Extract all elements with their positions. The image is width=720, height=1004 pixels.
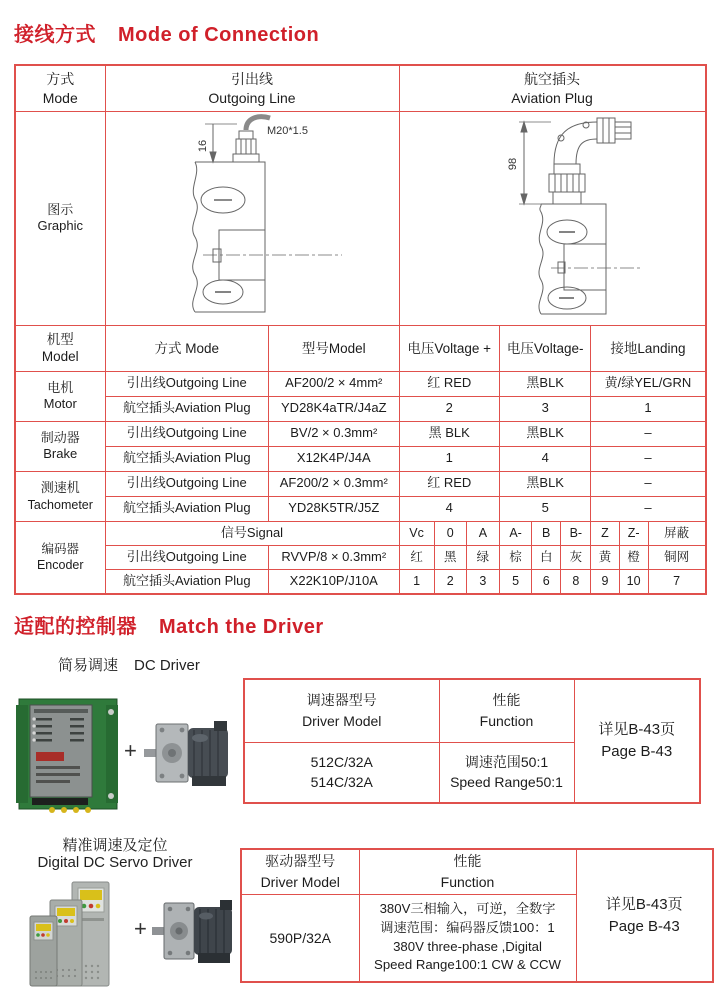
aviation-plug-drawing xyxy=(401,112,704,320)
plus-sign-servo: + xyxy=(134,916,147,941)
pin-number-cell: 6 xyxy=(532,569,561,594)
section-title-connection-en: Mode of Connection xyxy=(118,24,320,46)
dc-motor-photo xyxy=(140,718,238,792)
outgoing-line-drawing xyxy=(107,112,398,320)
table-cell: YD28K4aTR/J4aZ xyxy=(269,396,399,421)
group-encoder: 编码器 Encoder xyxy=(15,521,105,594)
dc-function-cell: 调速范围50:1 Speed Range50:1 xyxy=(439,742,574,803)
mhead-mode: 方式 Mode xyxy=(105,325,269,371)
servo-driver-table xyxy=(240,848,714,983)
pin-number-cell: 7 xyxy=(648,569,705,594)
section-title-driver xyxy=(14,610,324,639)
section-title-connection-zh: 接线方式 xyxy=(14,24,96,46)
table-cell: 黑BLK xyxy=(499,371,590,396)
table-cell: – xyxy=(591,471,706,496)
table-cell: 3 xyxy=(499,396,590,421)
pin-number-cell: 8 xyxy=(561,569,591,594)
table-cell: 航空插头Aviation Plug xyxy=(105,496,269,521)
section-title-connection xyxy=(14,18,319,47)
header-mode xyxy=(15,65,105,112)
servo-model-cell: 590P/32A xyxy=(241,894,359,982)
mhead-landing: 接地Landing xyxy=(591,325,706,371)
mhead-voltage-plus: 电压Voltage + xyxy=(399,325,499,371)
signal-cell: A- xyxy=(499,521,531,545)
header-mode-zh: 方式 xyxy=(46,71,75,88)
servo-header-model: 驱动器型号 Driver Model xyxy=(241,849,359,894)
table-cell: YD28K5TR/J5Z xyxy=(269,496,399,521)
wire-color-cell: 棕 xyxy=(499,545,531,569)
header-outgoing-zh: 引出线 xyxy=(231,71,273,88)
table-cell: 引出线Outgoing Line xyxy=(105,371,269,396)
signal-cell: B- xyxy=(561,521,591,545)
table-cell: AF200/2 × 4mm² xyxy=(269,371,399,396)
table-cell: 引出线Outgoing Line xyxy=(105,421,269,446)
pin-number-cell: 9 xyxy=(591,569,619,594)
thread-label: M20*1.5 xyxy=(266,125,308,137)
servo-drives-photo xyxy=(26,880,128,990)
servo-motor-photo xyxy=(150,898,242,968)
table-cell: X12K4P/J4A xyxy=(269,446,399,471)
group-brake: 制动器 Brake xyxy=(15,421,105,471)
graphic-aviation-cell xyxy=(399,112,706,326)
pin-number-cell: 5 xyxy=(499,569,531,594)
table-cell: 引出线Outgoing Line xyxy=(105,545,269,569)
table-cell: 航空插头Aviation Plug xyxy=(105,396,269,421)
table-cell: AF200/2 × 0.3mm² xyxy=(269,471,399,496)
mhead-voltage-minus: 电压Voltage- xyxy=(499,325,590,371)
section-title-driver-zh: 适配的控制器 xyxy=(14,616,137,638)
signal-cell: Z- xyxy=(619,521,648,545)
signal-cell: A xyxy=(466,521,499,545)
table-cell: 黑BLK xyxy=(499,471,590,496)
table-cell: 1 xyxy=(591,396,706,421)
table-cell: 4 xyxy=(499,446,590,471)
table-cell: 黑 BLK xyxy=(399,421,499,446)
table-cell: 黑BLK xyxy=(499,421,590,446)
table-cell: X22K10P/J10A xyxy=(269,569,399,594)
dc-driver-table xyxy=(243,678,701,804)
dc-models-cell: 512C/32A 514C/32A xyxy=(244,742,439,803)
header-outgoing-en: Outgoing Line xyxy=(208,89,296,106)
table-cell: 4 xyxy=(399,496,499,521)
header-aviation xyxy=(399,65,706,112)
dc-ref-cell: 详见B-43页 Page B-43 xyxy=(574,679,700,803)
wire-color-cell: 白 xyxy=(532,545,561,569)
wire-color-cell: 铜网 xyxy=(648,545,705,569)
mhead-model: 机型 Model xyxy=(15,325,105,371)
table-cell: – xyxy=(591,446,706,471)
plus-sign-dc: + xyxy=(124,738,137,763)
signal-cell: 屏蔽 xyxy=(648,521,705,545)
wire-color-cell: 红 xyxy=(399,545,434,569)
group-tachometer: 测速机 Tachometer xyxy=(15,471,105,521)
servo-header-function: 性能 Function xyxy=(359,849,576,894)
wire-color-cell: 黑 xyxy=(434,545,466,569)
wire-color-cell: 橙 xyxy=(619,545,648,569)
table-cell: RVVP/8 × 0.3mm² xyxy=(269,545,399,569)
header-outgoing xyxy=(105,65,399,112)
dim-16-label: 16 xyxy=(196,139,209,153)
connection-table xyxy=(14,64,707,595)
servo-ref-cell: 详见B-43页 Page B-43 xyxy=(576,849,713,982)
section-title-driver-en: Match the Driver xyxy=(159,616,324,638)
table-cell: – xyxy=(591,496,706,521)
dc-header-model: 调速器型号 Driver Model xyxy=(244,679,439,742)
pin-number-cell: 2 xyxy=(434,569,466,594)
wire-color-cell: 黄 xyxy=(591,545,619,569)
table-cell: 航空插头Aviation Plug xyxy=(105,446,269,471)
pin-number-cell: 3 xyxy=(466,569,499,594)
signal-label: 信号Signal xyxy=(105,521,399,545)
group-motor: 电机 Motor xyxy=(15,371,105,421)
wire-color-cell: 灰 xyxy=(561,545,591,569)
wire-color-cell: 绿 xyxy=(466,545,499,569)
table-cell: 航空插头Aviation Plug xyxy=(105,569,269,594)
header-mode-en: Mode xyxy=(42,89,78,106)
dim-98-label: 98 xyxy=(506,157,519,171)
table-cell: – xyxy=(591,421,706,446)
graphic-outgoing-cell xyxy=(105,112,399,326)
graphic-label: 图示 Graphic xyxy=(15,112,105,326)
dc-driver-photo xyxy=(14,696,122,816)
signal-cell: 0 xyxy=(434,521,466,545)
table-cell: 引出线Outgoing Line xyxy=(105,471,269,496)
table-cell: 2 xyxy=(399,396,499,421)
signal-cell: Z xyxy=(591,521,619,545)
table-cell: BV/2 × 0.3mm² xyxy=(269,421,399,446)
table-cell: 红 RED xyxy=(399,471,499,496)
signal-cell: Vc xyxy=(399,521,434,545)
header-aviation-zh: 航空插头 xyxy=(524,71,580,88)
pin-number-cell: 1 xyxy=(399,569,434,594)
dc-driver-label: 简易调速 DC Driver xyxy=(58,657,200,674)
table-cell: 5 xyxy=(499,496,590,521)
table-cell: 红 RED xyxy=(399,371,499,396)
signal-cell: B xyxy=(532,521,561,545)
pin-number-cell: 10 xyxy=(619,569,648,594)
servo-function-cell: 380V三相输入，可逆，全数字 调速范围：编码器反馈100：1 380V three-phase ,Digital Speed Range100:1 CW & CCW xyxy=(359,894,576,982)
table-cell: 黄/绿YEL/GRN xyxy=(591,371,706,396)
header-aviation-en: Aviation Plug xyxy=(511,89,593,106)
mhead-type: 型号Model xyxy=(269,325,399,371)
servo-driver-label: 精准调速及定位 Digital DC Servo Driver xyxy=(37,837,193,871)
dc-header-function: 性能 Function xyxy=(439,679,574,742)
table-cell: 1 xyxy=(399,446,499,471)
